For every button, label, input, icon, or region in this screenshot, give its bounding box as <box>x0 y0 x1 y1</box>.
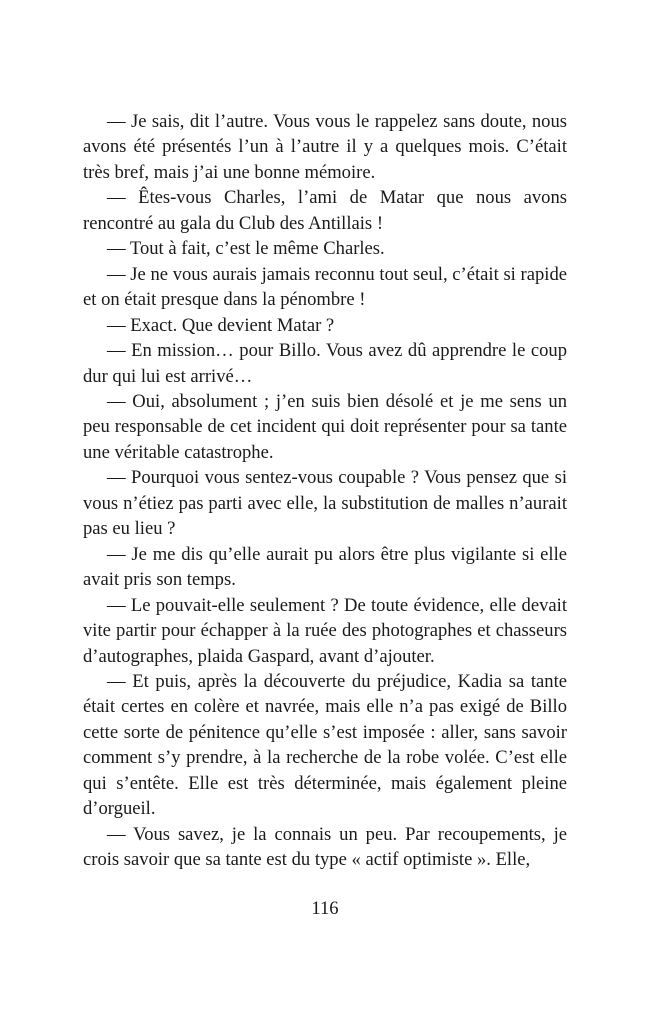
paragraph: — Êtes-vous Charles, l’ami de Matar que nous avons rencontré au gala du Club des Antillais ! <box>83 187 567 234</box>
body-text <box>83 109 567 873</box>
paragraph: — Vous savez, je la connais un peu. Par recoupements, je crois savoir que sa tante est du type « actif optimiste ». Elle, <box>83 823 567 871</box>
paragraph: — Le pouvait-elle seulement ? De toute évidence, elle devait vite partir pour échapper à la ruée des photographes et chasseurs d’autographes, plaida Gaspard, avant d’ajouter. <box>83 594 567 667</box>
paragraph: — Oui, absolument ; j’en suis bien désolé et je me sens un peu responsable de cet incident qui doit représenter pour sa tante une véritable catastrophe. <box>83 390 567 463</box>
paragraph: — Tout à fait, c’est le même Charles. <box>107 238 385 260</box>
paragraph: — Je me dis qu’elle aurait pu alors être plus vigilante si elle avait pris son temps. <box>83 543 567 591</box>
paragraph: — Je ne vous aurais jamais reconnu tout seul, c’était si rapide et on était presque dans la pénombre ! <box>83 263 567 311</box>
paragraph: — Et puis, après la découverte du préjudice, Kadia sa tante était certes en colère et navrée, mais elle n’a pas exigé de Billo cette sorte de pénitence qu’elle s’est imposée : aller, sans savoir comment s’y prendre, à la recherche de la robe volée. C’est elle qui s’entête. Elle est très déterminée, mais également pleine d’orgueil. <box>83 670 567 820</box>
paragraph: — Je sais, dit l’autre. Vous vous le rappelez sans doute, nous avons été présentés l’un à l’autre il y a quelques mois. C’était très bref, mais j’ai une bonne mémoire. <box>83 111 567 183</box>
paragraph: — Pourquoi vous sentez-vous coupable ? Vous pensez que si vous n’étiez pas parti avec elle, la substitution de malles n’aurait pas eu lieu ? <box>83 467 567 540</box>
paragraph: — En mission… pour Billo. Vous avez dû apprendre le coup dur qui lui est arrivé… <box>83 340 567 387</box>
paragraph: — Exact. Que devient Matar ? <box>107 314 335 336</box>
page-number: 116 <box>311 898 339 919</box>
